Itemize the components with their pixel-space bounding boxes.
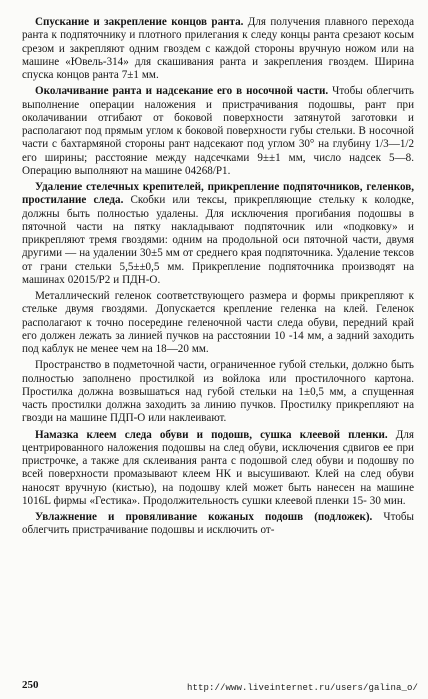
paragraph-text: Металлический геленок соответствующего размера и формы прикрепляют к стельке двумя гвоздями. Допускается крепление геленка на клей. Геленок располагают к точно посередине геленочной части следа обуви, передний край его должен лежать за линией пучков на расстоянии 10 -14 мм, а задний заходить под каблук не менее чем на 18—20 мм. <box>22 290 414 355</box>
paragraph-text: Для центрированного наложения подошвы на след обуви, исключения сдвигов ее при пристрочке, а также для склеивания ранта с подошвой след обуви и подошву по всей поверхности промазывают клеем НК и высушивают. Клей на след обуви наносят вручную (кистью), на подошву клей может быть нанесен на машине 1016L фирмы «Гестика». Продолжительность сушки клеевой пленки 15- 30 мин. <box>22 428 414 507</box>
paragraph-3 <box>22 181 414 287</box>
paragraph-text: Для получения плавного перехода ранта к подпяточнику и плотного прилегания к следу концы ранта срезают косым срезом и закрепляют одним гвоздем с каждой стороны вручную ножом или на машине «Ювель-314» для скашивания ранта и закрепления гвоздем. Ширина спуска концов ранта 7±1 мм. <box>22 16 414 81</box>
paragraph-heading: Околачивание ранта и надсекание его в носочной части. <box>35 85 329 98</box>
paragraph-text: Пространство в подметочной части, ограниченное губой стельки, должно быть полностью заполнено простилкой из войлока или простилочного картона. Простилка должна возвышаться над губой стельки на 1±0,5 мм, а спущенная часть простилки должна заходить за линию пучков. Простилку прикрепляют на гвозди на машине ПДП-О или наклеивают. <box>22 359 414 425</box>
paragraph-7 <box>22 511 414 538</box>
paragraph-text: Чтобы облегчить выполнение операции наложения и пристрачивания подошвы, рант при околачивании отгибают от боковой поверхности затянутой заготовки и располагают под прямым углом к боковой поверхности губы стельки. В носочной части с бахтармяной стороны рант надсекают под углом 30° на глубину 1/3—1/2 его ширины; расстояние между надсечками 9±±1 мм, число надсек 5—8. Операцию выполняют на машине 04268/Р1. <box>22 85 414 177</box>
paragraph-1 <box>22 16 414 82</box>
paragraph-5 <box>22 359 414 425</box>
source-watermark: http://www.liveinternet.ru/users/galina_o/ <box>186 683 418 693</box>
paragraph-4 <box>22 290 414 356</box>
page-number: 250 <box>22 679 39 691</box>
paragraph-heading: Спускание и закрепление концов ранта. <box>35 16 244 28</box>
paragraph-2 <box>22 85 414 178</box>
body-text <box>22 16 414 538</box>
paragraph-text: Чтобы облегчить пристрачивание подошвы и исключить от- <box>22 511 414 537</box>
paragraph-heading: Увлажнение и провяливание кожаных подошв (подложек). <box>35 511 373 523</box>
paragraph-heading: Удаление стелечных крепителей, прикрепление подпяточников, геленков, простилание следа. <box>22 181 414 207</box>
paragraph-6 <box>22 429 414 509</box>
paragraph-text: Скобки или тексы, прикрепляющие стельку к колодке, должны быть полностью удалены. Для исключения прогибания подошвы в пяточной части на пятку накладывают подпяточник или «подковку» и прикрепляют тремя гвоздями: одним на продольной оси пяточной части, двумя другими — на удалении 30±5 мм от среднего края подпяточника. Удаление тексов от грани стельки 5,5±±0,5 мм. Прикрепление подпяточника производят на машинах 02015/Р2 и ПДН-О. <box>22 194 415 286</box>
paragraph-heading: Намазка клеем следа обуви и подошв, сушка клеевой пленки. <box>35 428 388 441</box>
